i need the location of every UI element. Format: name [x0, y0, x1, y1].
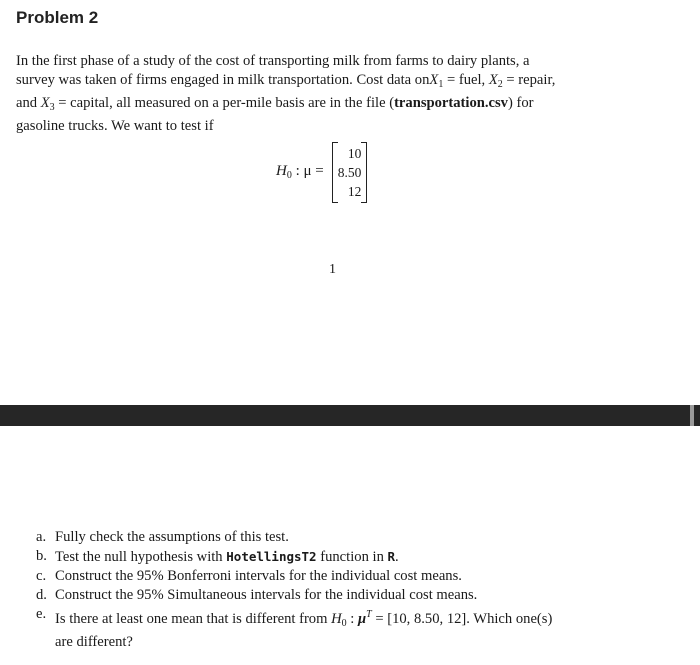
item-text: [55, 605, 656, 652]
problem-title: Problem 2: [16, 8, 99, 27]
language-name: R: [387, 549, 396, 564]
item-text-part: :: [346, 611, 359, 627]
x3-symbol: [41, 94, 55, 117]
null-hypothesis-equation: [276, 140, 367, 204]
x3-subscript: 3: [49, 102, 55, 113]
x1-letter: X: [429, 72, 439, 88]
h-letter: H: [276, 163, 287, 179]
list-item: [36, 605, 656, 652]
item-label: a.: [36, 529, 47, 545]
item-label: d.: [36, 587, 47, 603]
item-text: Construct the 95% Bonferroni intervals for the individual cost means.: [55, 568, 462, 584]
page-number: 1: [329, 262, 336, 277]
list-item: [36, 547, 656, 567]
statement-text: = capital, all measured on a per-mile basis are in the file (: [54, 95, 395, 111]
vector-entry: 10: [347, 145, 362, 161]
statement-text: = repair,: [502, 72, 556, 88]
statement-text: survey was taken of firms engaged in milk transportation. Cost data on: [16, 72, 430, 88]
list-item: [36, 567, 656, 586]
statement-text: gasoline trucks. We want to test if: [16, 118, 214, 134]
item-text-part: Test the null hypothesis with: [55, 549, 227, 565]
item-label: c.: [36, 568, 47, 584]
x1-subscript: 1: [438, 79, 444, 90]
problem-statement: [16, 52, 650, 136]
task-list: [36, 528, 656, 652]
hypothesis-mu: : μ =: [291, 163, 324, 179]
statement-text: In the first phase of a study of the cost of transporting milk from farms to dairy plants, a: [16, 53, 530, 69]
statement-text: ) for: [507, 95, 534, 111]
scrollbar-edge: [690, 405, 694, 426]
x1-symbol: [429, 71, 443, 94]
statement-line-1: [16, 52, 650, 71]
x2-letter: X: [488, 72, 498, 88]
h-letter: H: [331, 611, 342, 627]
hypothesis-lhs: [276, 163, 324, 181]
item-text: Construct the 95% Simultaneous intervals for the individual cost means.: [55, 587, 478, 603]
statement-line-4: [16, 117, 650, 136]
item-text-part: function in: [316, 549, 388, 565]
statement-text: and: [16, 95, 41, 111]
list-item: [36, 586, 656, 605]
statement-text: = fuel,: [443, 72, 489, 88]
item-text-part: are different?: [55, 634, 133, 650]
statement-line-3: [16, 94, 650, 117]
mean-vector: [332, 142, 368, 203]
vector-entry: 8.50: [337, 164, 362, 180]
list-item: [36, 528, 656, 547]
x2-symbol: [489, 71, 503, 94]
transpose-superscript: T: [366, 609, 372, 620]
item-label: b.: [36, 548, 47, 564]
vector-entry: 12: [347, 183, 362, 199]
x2-subscript: 2: [497, 79, 503, 90]
x3-letter: X: [40, 95, 50, 111]
item-text-part: .: [395, 549, 399, 565]
h-subscript: 0: [341, 618, 347, 629]
page-separator-bar: [0, 405, 700, 426]
item-text: Fully check the assumptions of this test.: [55, 529, 289, 545]
function-name: HotellingsT2: [226, 549, 317, 564]
item-label: e.: [36, 606, 47, 622]
statement-line-2: [16, 71, 650, 94]
mu-symbol: μ: [358, 611, 367, 627]
item-text-part: = [10, 8.50, 12]. Which one(s): [371, 611, 553, 627]
item-text: [55, 547, 656, 567]
item-text-part: Is there at least one mean that is different from: [55, 611, 332, 627]
file-name: transportation.csv: [394, 95, 508, 111]
h-subscript: 0: [286, 170, 292, 181]
